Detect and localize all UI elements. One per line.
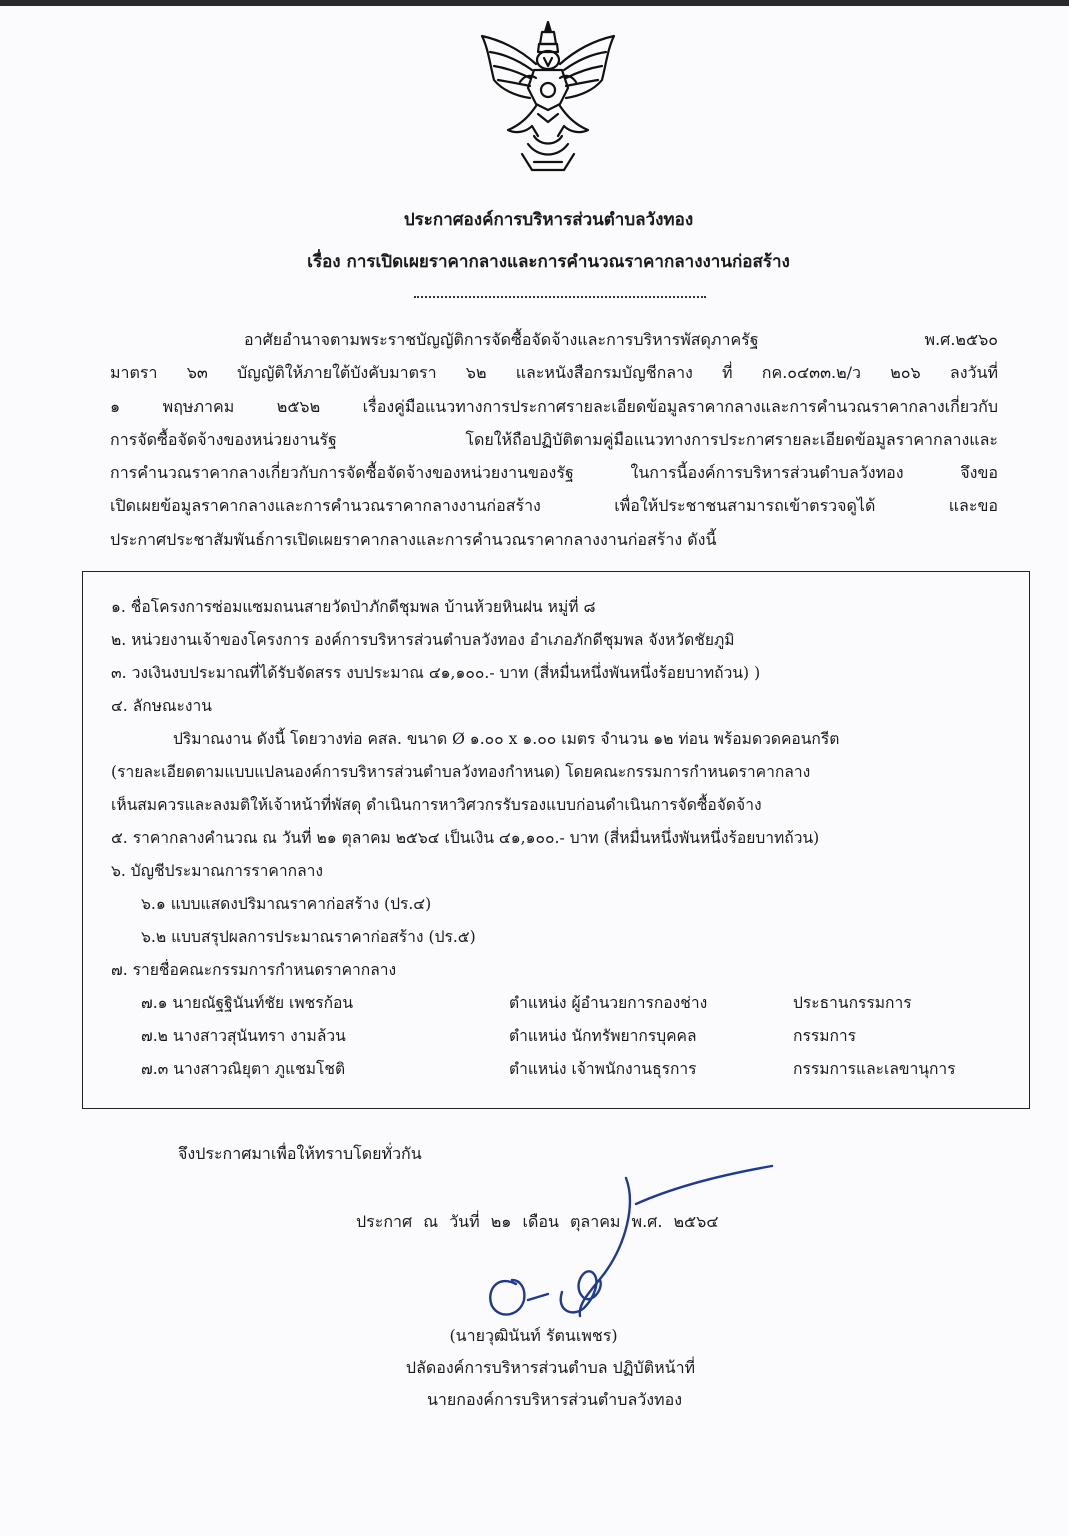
project-details-box <box>82 571 1030 1109</box>
committee-member-position: ตำแหน่ง ผู้อำนวยการกองช่าง <box>509 994 708 1012</box>
detail-estimate-list: ๖. บัญชีประมาณการราคากลาง <box>111 862 323 880</box>
committee-member-name: ๗.๒ นางสาวสุนันทรา งามล้วน <box>141 1027 346 1045</box>
intro-paragraph <box>110 323 998 556</box>
announcement-date: ประกาศ ณ วันที่ ๒๑ เดือน ตุลาคม พ.ศ. ๒๕๖๔ <box>356 1212 719 1231</box>
intro-line: การจัดซื้อจัดจ้างของหน่วยงานรัฐ โดยให้ถือปฏิบัติตามคู่มือแนวทางการประกาศรายละเอียดข้อมูลราคากลางและ <box>110 429 998 449</box>
announcement-title: ประกาศองค์การบริหารส่วนตำบลวังทอง <box>403 210 694 230</box>
detail-median-price: ๕. ราคากลางคำนวณ ณ วันที่ ๒๑ ตุลาคม ๒๕๖๔ เป็นเงิน ๔๑,๑๐๐.- บาท (สี่หมื่นหนึ่งพันหนึ่งร้อยบาทถ้วน) <box>111 829 820 847</box>
detail-committee-heading: ๗. รายชื่อคณะกรรมการกำหนดราคากลาง <box>111 961 397 979</box>
intro-line: มาตรา ๖๓ บัญญัติให้ภายใต้บังคับมาตรา ๖๒ และหนังสือกรมบัญชีกลาง ที่ กค.๐๔๓๓.๒/ว ๒๐๖ ลงวันที่ <box>110 363 998 383</box>
announcement-subject: เรื่อง การเปิดเผยราคากลางและการคำนวณราคากลางงานก่อสร้าง <box>307 252 790 272</box>
detail-estimate-form-5: ๖.๒ แบบสรุปผลการประมาณราคาก่อสร้าง (ปร.๕) <box>141 928 476 946</box>
detail-budget: ๓. วงเงินงบประมาณที่ได้รับจัดสรร งบประมาณ ๔๑,๑๐๐.- บาท (สี่หมื่นหนึ่งพันหนึ่งร้อยบาทถ้วน) ) <box>111 664 761 682</box>
signatory-name: (นายวุฒินันท์ รัตนเพชร) <box>449 1326 618 1345</box>
dotted-divider <box>414 296 706 298</box>
signatory-title-line: นายกองค์การบริหารส่วนตำบลวังทอง <box>426 1390 683 1409</box>
detail-work-line: (รายละเอียดตามแบบแปลนองค์การบริหารส่วนตำบลวังทองกำหนด) โดยคณะกรรมการกำหนดราคากลาง <box>111 763 811 781</box>
committee-member-position: ตำแหน่ง นักทรัพยากรบุคคล <box>509 1027 697 1045</box>
detail-owner-agency: ๒. หน่วยงานเจ้าของโครงการ องค์การบริหารส่วนตำบลวังทอง อำเภอภักดีชุมพล จังหวัดชัยภูมิ <box>111 631 735 649</box>
intro-line: อาศัยอำนาจตามพระราชบัญญัติการจัดซื้อจัดจ้างและการบริหารพัสดุภาครัฐ พ.ศ.๒๕๖๐ <box>244 330 998 349</box>
announcement-page <box>0 6 1069 1536</box>
committee-member-role: กรรมการ <box>793 1027 857 1045</box>
detail-work-line: ปริมาณงาน ดังนี้ โดยวางท่อ คสล. ขนาด Ø ๑.๐๐ x ๑.๐๐ เมตร จำนวน ๑๒ ท่อน พร้อมดวดคอนกรีต <box>173 730 840 748</box>
handwritten-signature-icon <box>476 1164 776 1334</box>
closing-text: จึงประกาศมาเพื่อให้ทราบโดยทั่วกัน <box>178 1144 422 1163</box>
committee-member-role: กรรมการและเลขานุการ <box>793 1060 956 1078</box>
intro-line: เปิดเผยข้อมูลราคากลางและการคำนวณราคากลางงานก่อสร้าง เพื่อให้ประชาชนสามารถเข้าตรวจดูได้ และขอ <box>110 496 998 516</box>
committee-member-role: ประธานกรรมการ <box>793 994 912 1012</box>
detail-project-name: ๑. ชื่อโครงการซ่อมแซมถนนสายวัดป่าภักดีชุมพล บ้านห้วยหินฝน หมู่ที่ ๘ <box>111 598 596 616</box>
detail-work-type: ๔. ลักษณะงาน <box>111 697 212 715</box>
committee-member-name: ๗.๓ นางสาวณิยุตา ภูแชมโชติ <box>141 1060 346 1078</box>
intro-line: ประกาศประชาสัมพันธ์การเปิดเผยราคากลางและการคำนวณราคากลางงานก่อสร้าง ดังนี้ <box>110 529 717 549</box>
garuda-emblem-icon <box>472 18 624 174</box>
detail-estimate-form-4: ๖.๑ แบบแสดงปริมาณราคาก่อสร้าง (ปร.๔) <box>141 895 432 913</box>
committee-member-name: ๗.๑ นายณัฐฐินันท์ชัย เพชรก้อน <box>141 994 354 1012</box>
intro-line: ๑ พฤษภาคม ๒๕๖๒ เรื่องคู่มือแนวทางการประกาศรายละเอียดข้อมูลราคากลางและการคำนวณราคากลางเกี่ยวกับ <box>110 396 998 416</box>
signatory-title-line: ปลัดองค์การบริหารส่วนตำบล ปฏิบัติหน้าที่ <box>405 1358 696 1377</box>
detail-work-line: เห็นสมควรและลงมติให้เจ้าหน้าที่พัสดุ ดำเนินการหาวิศวกรรับรองแบบก่อนดำเนินการจัดซื้อจัดจ้าง <box>111 796 762 814</box>
intro-line: การคำนวณราคากลางเกี่ยวกับการจัดซื้อจัดจ้างของหน่วยงานของรัฐ ในการนี้องค์การบริหารส่วนตำบลวังทอง จึงขอ <box>110 463 998 483</box>
committee-member-position: ตำแหน่ง เจ้าพนักงานธุรการ <box>509 1060 697 1078</box>
